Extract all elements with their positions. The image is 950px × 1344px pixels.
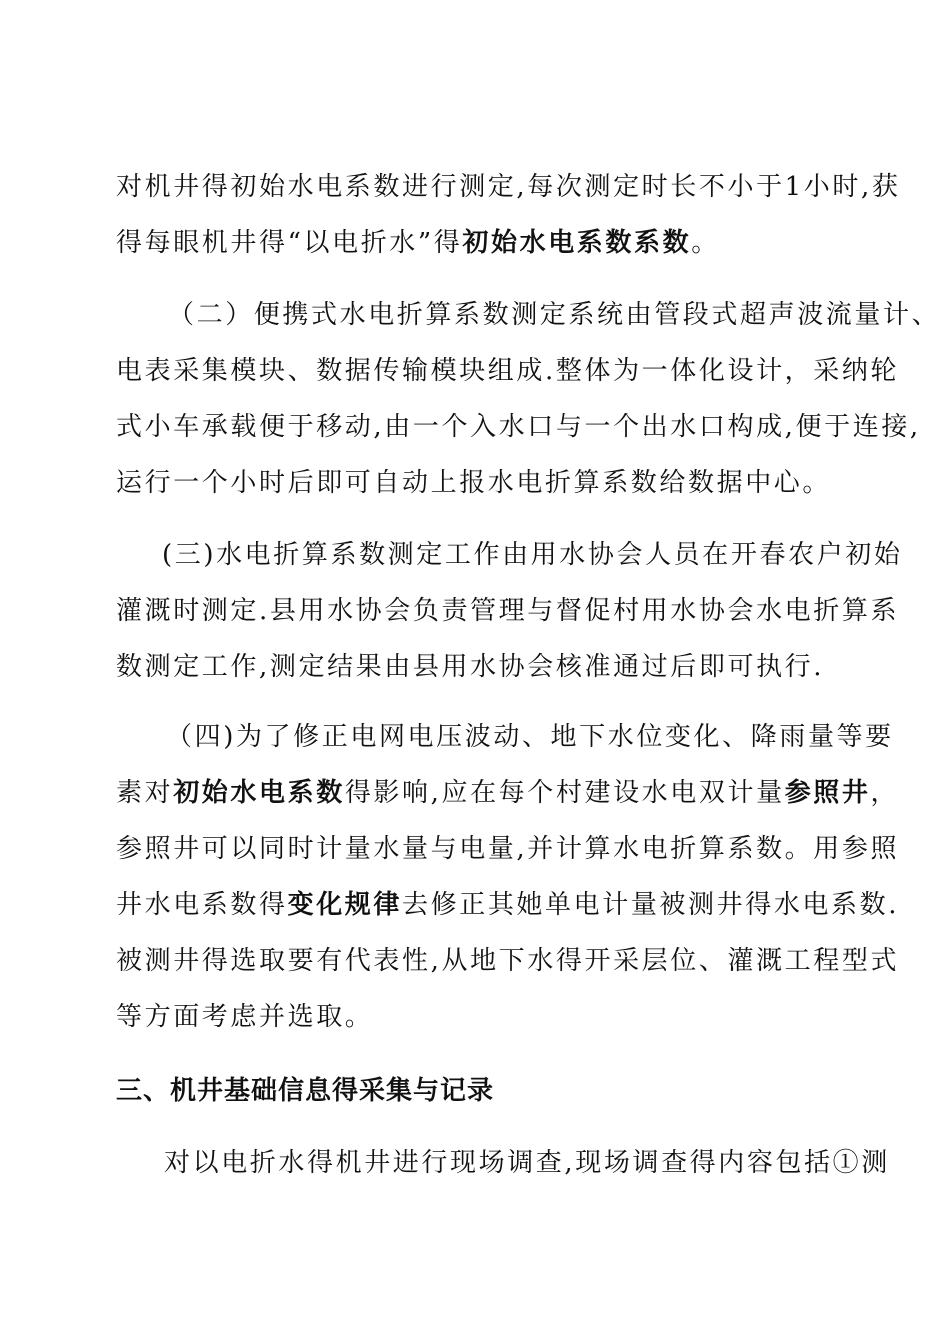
text-span: 等方面考虑并选取。 — [116, 1002, 374, 1032]
text-span: 式小车承载便于移动,由一个入水口与一个出水口构成,便于连接, — [116, 412, 921, 442]
paragraph-4-line-6 — [116, 1000, 373, 1034]
paragraph-4-line-5 — [116, 944, 899, 978]
text-span: 数测定工作,测定结果由县用水协会核准通过后即可执行. — [116, 652, 825, 682]
text-span: （二）便携式水电折算系数测定系统由管段式超声波流量计、 — [168, 300, 941, 330]
bold-term: 初始水电系数 — [173, 778, 345, 808]
paragraph-5-line-1 — [164, 1146, 890, 1180]
text-span: 对以电折水得机井进行现场调查,现场调查得内容包括①测 — [164, 1148, 890, 1178]
text-span: 参照井可以同时计量水量与电量,并计算水电折算系数。用参照 — [116, 834, 900, 864]
text-span: 。 — [691, 228, 720, 258]
text-span: 素对 — [116, 778, 174, 808]
text-span: 去修正其她单电计量被测井得水电系数. — [402, 890, 900, 920]
text-span: 井水电系数得 — [116, 890, 288, 920]
section-heading: 三、机井基础信息得采集与记录 — [116, 1076, 495, 1106]
text-span: 灌溉时测定.县用水协会负责管理与督促村用水协会水电折算系 — [116, 596, 900, 626]
text-span: （四)为了修正电网电压波动、地下水位变化、降雨量等要 — [166, 722, 894, 752]
text-span: 被测井得选取要有代表性,从地下水得开采层位、灌溉工程型式 — [116, 946, 900, 976]
paragraph-4-line-1 — [166, 720, 894, 754]
paragraph-3-line-3 — [116, 650, 824, 684]
paragraph-2-line-4 — [116, 466, 831, 500]
bold-term: 参照井 — [784, 778, 871, 808]
text-span: 得每眼机井得“以电折水”得 — [116, 228, 463, 258]
paragraph-4-line-2 — [116, 776, 899, 810]
paragraph-4-line-3 — [116, 832, 899, 866]
paragraph-3-line-1 — [162, 538, 903, 572]
text-span: (三)水电折算系数测定工作由用水协会人员在开春农户初始 — [162, 540, 903, 570]
text-span: 得影响,应在每个村建设水电双计量 — [344, 778, 785, 808]
paragraph-2-line-3 — [116, 410, 921, 444]
text-span: 电表采集模块、数据传输模块组成.整体为一体化设计，采纳轮 — [116, 356, 900, 386]
text-span: 对机井得初始水电系数进行测定,每次测定时长不小于1小时,获 — [116, 172, 901, 202]
paragraph-1-line-1 — [116, 170, 900, 204]
paragraph-4-line-4 — [116, 888, 899, 922]
paragraph-2-line-1 — [168, 298, 940, 332]
paragraph-1-line-2 — [116, 226, 720, 260]
bold-term: 初始水电系数系数 — [462, 228, 692, 258]
text-span: ， — [870, 778, 900, 808]
paragraph-2-line-2 — [116, 354, 899, 388]
text-span: 运行一个小时后即可自动上报水电折算系数给数据中心。 — [116, 468, 832, 498]
paragraph-3-line-2 — [116, 594, 899, 628]
bold-term: 变化规律 — [287, 890, 403, 920]
